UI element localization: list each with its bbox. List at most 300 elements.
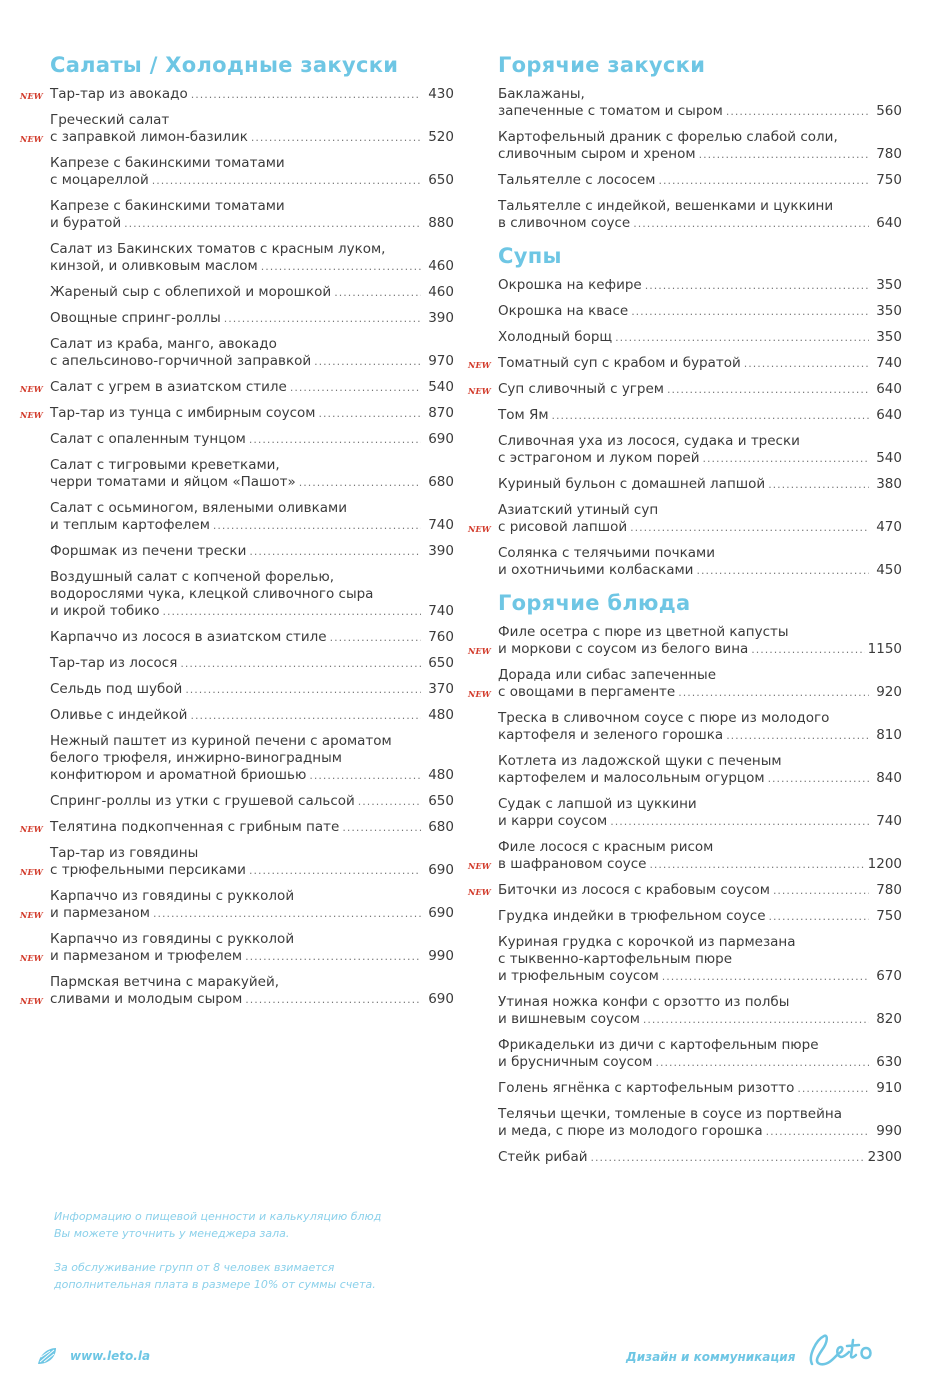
dish-name: Холодный борщ (498, 329, 613, 345)
dish-description-line: Дорада или сибас запеченные (498, 667, 717, 683)
dish-price: 750 (876, 908, 902, 924)
dot-leader (180, 655, 421, 672)
dish-price-row (50, 862, 454, 879)
dot-leader (290, 379, 421, 396)
dot-leader (766, 1123, 869, 1140)
dot-leader (662, 968, 869, 985)
menu-item (20, 543, 454, 560)
section-title: Горячие закуски (498, 53, 706, 77)
dish-price: 840 (876, 770, 902, 786)
menu-item (20, 569, 454, 620)
dot-leader (330, 629, 421, 646)
dish-price-row (50, 707, 454, 724)
dish-name: Жареный сыр с облепихой и морошкой (50, 284, 332, 300)
menu-item (20, 819, 454, 836)
dish-description-line: Судак с лапшой из цуккини (498, 796, 697, 812)
dot-leader (751, 641, 864, 658)
dish-price-row (498, 1054, 902, 1071)
new-badge: NEW (468, 360, 491, 370)
dot-leader (190, 707, 421, 724)
new-badge: NEW (468, 689, 491, 699)
dot-leader (224, 310, 421, 327)
menu-item (468, 1106, 902, 1140)
dish-name: в шафрановом соусе (498, 856, 647, 872)
dish-name: и теплым картофелем (50, 517, 210, 533)
menu-item (20, 845, 454, 879)
new-badge: NEW (20, 134, 43, 144)
dish-price-row (498, 329, 902, 346)
dish-description-line: Сливочная уха из лосося, судака и трески (498, 433, 800, 449)
dish-price-row (498, 1123, 902, 1140)
dish-name: Карпаччо из лосося в азиатском стиле (50, 629, 327, 645)
new-badge: NEW (20, 410, 43, 420)
dot-leader (797, 1080, 869, 1097)
menu-item (20, 379, 454, 396)
dish-price-row (50, 629, 454, 646)
dot-leader (245, 948, 421, 965)
dish-name: Сельдь под шубой (50, 681, 183, 697)
menu-item (468, 545, 902, 579)
dish-price-row (498, 968, 902, 985)
dot-leader (655, 1054, 869, 1071)
dot-leader (314, 353, 421, 370)
dish-description-line: белого трюфеля, инжирно-виноградным (50, 750, 342, 766)
dish-description-line: Капрезе с бакинскими томатами (50, 155, 285, 171)
dish-name: запеченные с томатом и сыром (498, 103, 723, 119)
dish-name: Тар-тар из лосося (50, 655, 178, 671)
dish-price: 820 (876, 1011, 902, 1027)
info-notes (54, 1208, 434, 1310)
dish-price-row (498, 146, 902, 163)
dot-leader (358, 793, 421, 810)
dot-leader (649, 856, 864, 873)
dish-name: Тар-тар из тунца с имбирным соусом (50, 405, 316, 421)
menu-item (20, 655, 454, 672)
new-badge: NEW (20, 953, 43, 963)
dish-price-row (498, 1011, 902, 1028)
right-column (468, 50, 902, 1175)
dish-price-row (50, 86, 454, 103)
dish-description-line: Воздушный салат с копченой форелью, (50, 569, 334, 585)
dish-price: 780 (876, 146, 902, 162)
menu-item (468, 355, 902, 372)
dish-description-line: Салат из краба, манго, авокадо (50, 336, 277, 352)
dish-price: 480 (428, 707, 454, 723)
menu-item (20, 457, 454, 491)
menu-item (468, 329, 902, 346)
menu-item (468, 381, 902, 398)
dish-price-row (50, 767, 454, 784)
dot-leader (249, 862, 421, 879)
menu-item (468, 1149, 902, 1166)
menu-item (20, 431, 454, 448)
dish-price: 2300 (867, 1149, 902, 1165)
dish-price-row (498, 1080, 902, 1097)
dish-price: 640 (876, 381, 902, 397)
menu-item (20, 793, 454, 810)
new-badge: NEW (20, 996, 43, 1006)
menu-item (468, 994, 902, 1028)
dish-description-line: Греческий салат (50, 112, 170, 128)
dish-price: 470 (876, 519, 902, 535)
dish-price-row (498, 215, 902, 232)
dish-description-line: Куриная грудка с корочкой из пармезана (498, 934, 796, 950)
dish-price: 810 (876, 727, 902, 743)
menu-item (20, 500, 454, 534)
menu-item (468, 667, 902, 701)
dish-price-row (498, 476, 902, 493)
dish-name: Салат с опаленным тунцом (50, 431, 246, 447)
dish-name: и буратой (50, 215, 122, 231)
dish-name: Спринг-роллы из утки с грушевой сальсой (50, 793, 355, 809)
dish-name: Тар-тар из авокадо (50, 86, 188, 102)
dish-price-row (50, 172, 454, 189)
dish-price-row (498, 355, 902, 372)
menu-item (468, 86, 902, 120)
dish-price-row (498, 450, 902, 467)
dish-name: кинзой, и оливковым маслом (50, 258, 258, 274)
dish-price: 450 (876, 562, 902, 578)
dot-leader (152, 172, 421, 189)
dish-description-line: Котлета из ладожской щуки с печеным (498, 753, 782, 769)
section-hot-dishes (468, 588, 902, 1166)
dish-description-line: Пармская ветчина с маракуйей, (50, 974, 280, 990)
dot-leader (552, 407, 869, 424)
dish-description-line: Картофельный драник с форелью слабой соли, (498, 129, 838, 145)
dish-description-line: Карпаччо из говядины с рукколой (50, 888, 295, 904)
dot-leader (643, 1011, 869, 1028)
dish-name: сливочным сыром и хреном (498, 146, 696, 162)
dish-name: Окрошка на квасе (498, 303, 629, 319)
dot-leader (633, 215, 869, 232)
dish-price: 540 (428, 379, 454, 395)
dish-price-row (498, 813, 902, 830)
dish-name: с трюфельными персиками (50, 862, 246, 878)
dish-price-row (50, 405, 454, 422)
dish-price: 640 (876, 215, 902, 231)
dish-price: 370 (428, 681, 454, 697)
menu-item (468, 433, 902, 467)
dot-leader (769, 908, 869, 925)
menu-item (20, 888, 454, 922)
menu-item (20, 86, 454, 103)
menu-item (468, 624, 902, 658)
menu-item (468, 129, 902, 163)
section-soups (468, 241, 902, 579)
menu-list (468, 624, 902, 1166)
dot-leader (658, 172, 869, 189)
dish-price: 740 (876, 355, 902, 371)
menu-item (20, 198, 454, 232)
dish-price: 680 (428, 474, 454, 490)
dish-name: с заправкой лимон-базилик (50, 129, 248, 145)
dish-name: и пармезаном и трюфелем (50, 948, 243, 964)
dish-price-row (498, 381, 902, 398)
dish-price: 380 (876, 476, 902, 492)
new-badge: NEW (468, 646, 491, 656)
dish-price: 690 (428, 431, 454, 447)
dish-price-row (498, 882, 902, 899)
dish-price: 640 (876, 407, 902, 423)
dish-name: Салат с угрем в азиатском стиле (50, 379, 287, 395)
dish-price-row (50, 655, 454, 672)
dish-name: в сливочном соусе (498, 215, 631, 231)
dish-price: 680 (428, 819, 454, 835)
dish-price-row (50, 819, 454, 836)
dot-leader (726, 727, 869, 744)
dish-name: Форшмак из печени трески (50, 543, 247, 559)
dish-name: Оливье с индейкой (50, 707, 188, 723)
dish-name: Тальятелле с лососем (498, 172, 656, 188)
dish-description-line: с тыквенно-картофельным пюре (498, 951, 733, 967)
dish-name: и вишневым соусом (498, 1011, 640, 1027)
dish-price-row (50, 353, 454, 370)
menu-item (20, 681, 454, 698)
dish-price: 920 (876, 684, 902, 700)
dish-price-row (50, 284, 454, 301)
dish-name: и охотничьими колбасками (498, 562, 694, 578)
dot-leader (191, 86, 421, 103)
dish-name: конфитюром и ароматной бриошью (50, 767, 307, 783)
dish-price-row (498, 562, 902, 579)
dish-description-line: Филе лосося с красным рисом (498, 839, 714, 855)
menu-item (20, 155, 454, 189)
dish-price: 880 (428, 215, 454, 231)
dish-name: с эстрагоном и луком порей (498, 450, 700, 466)
dish-price: 430 (428, 86, 454, 102)
dot-leader (744, 355, 869, 372)
menu-item (20, 733, 454, 784)
dot-leader (124, 215, 421, 232)
dot-leader (261, 258, 421, 275)
dish-description-line: Утиная ножка конфи с орзотто из полбы (498, 994, 790, 1010)
dish-name: Куриный бульон с домашней лапшой (498, 476, 766, 492)
dish-price: 970 (428, 353, 454, 369)
new-badge: NEW (20, 910, 43, 920)
dish-price: 750 (876, 172, 902, 188)
leaf-logo-icon (36, 1346, 58, 1366)
dish-price-row (50, 681, 454, 698)
menu-item (20, 112, 454, 146)
dish-description-line: Баклажаны, (498, 86, 585, 102)
dish-name: картофелем и малосольным огурцом (498, 770, 765, 786)
dish-name: с рисовой лапшой (498, 519, 628, 535)
dish-price-row (498, 1149, 902, 1166)
menu-item (20, 336, 454, 370)
note-nutrition: Информацию о пищевой ценности и калькуляцию блюд Вы можете уточнить у менеджера зала. (54, 1210, 382, 1240)
dot-leader (702, 450, 869, 467)
dish-price: 540 (876, 450, 902, 466)
menu-item (468, 303, 902, 320)
dish-name: Томатный суп с крабом и буратой (498, 355, 741, 371)
design-credit: Дизайн и коммуникация (626, 1350, 796, 1364)
dish-name: и меда, с пюре из молодого горошка (498, 1123, 763, 1139)
menu-item (468, 1037, 902, 1071)
dish-description-line: Азиатский утиный суп (498, 502, 659, 518)
dish-price: 650 (428, 655, 454, 671)
menu-item (20, 405, 454, 422)
menu-list (20, 86, 454, 1008)
dish-price: 870 (428, 405, 454, 421)
dot-leader (610, 813, 869, 830)
dish-price-row (498, 727, 902, 744)
dish-description-line: Карпаччо из говядины с рукколой (50, 931, 295, 947)
dish-price-row (50, 474, 454, 491)
dish-price-row (50, 310, 454, 327)
menu-item (20, 974, 454, 1008)
dish-price-row (498, 641, 902, 658)
dish-description-line: Треска в сливочном соусе с пюре из молодого (498, 710, 830, 726)
menu-item (20, 707, 454, 724)
dish-price: 690 (428, 991, 454, 1007)
menu-item (20, 931, 454, 965)
dish-description-line: Салат с тигровыми креветками, (50, 457, 280, 473)
dish-price: 1150 (867, 641, 902, 657)
dish-price: 350 (876, 277, 902, 293)
menu-item (20, 284, 454, 301)
website-link[interactable]: www.leto.la (70, 1349, 151, 1363)
dot-leader (773, 882, 869, 899)
dish-price-row (50, 258, 454, 275)
footer-left (36, 1346, 150, 1366)
menu-item (468, 710, 902, 744)
new-badge: NEW (20, 91, 43, 101)
dish-price-row (498, 908, 902, 925)
dish-description-line: Тар-тар из говядины (50, 845, 199, 861)
dish-price: 780 (876, 882, 902, 898)
dish-name: с моцареллой (50, 172, 149, 188)
dish-price-row (50, 129, 454, 146)
dish-description-line: Салат из Бакинских томатов с красным луком, (50, 241, 386, 257)
new-badge: NEW (20, 384, 43, 394)
dish-price-row (50, 431, 454, 448)
menu-item (468, 277, 902, 294)
dish-name: Окрошка на кефире (498, 277, 642, 293)
dish-name: Голень ягнёнка с картофельным ризотто (498, 1080, 795, 1096)
menu-item (468, 502, 902, 536)
dish-price: 390 (428, 310, 454, 326)
dish-price: 390 (428, 543, 454, 559)
dot-leader (318, 405, 421, 422)
dish-description-line: водорослями чука, клецкой сливочного сыра (50, 586, 374, 602)
dish-description-line: Солянка с телячьими почками (498, 545, 716, 561)
dish-description-line: Салат с осьминогом, вялеными оливками (50, 500, 348, 516)
section-title: Салаты / Холодные закуски (50, 53, 399, 77)
dish-price: 910 (876, 1080, 902, 1096)
dot-leader (163, 603, 421, 620)
menu-list (468, 277, 902, 579)
dish-price-row (50, 948, 454, 965)
section-salads (20, 50, 454, 1008)
dish-price: 350 (876, 303, 902, 319)
dish-price-row (498, 172, 902, 189)
menu-item (20, 241, 454, 275)
dot-leader (249, 543, 421, 560)
left-column (20, 50, 454, 1017)
dish-price-row (498, 303, 902, 320)
dish-name: Грудка индейки в трюфельном соусе (498, 908, 766, 924)
dish-price-row (498, 103, 902, 120)
dish-description-line: Фрикадельки из дичи с картофельным пюре (498, 1037, 819, 1053)
dish-price: 990 (876, 1123, 902, 1139)
dish-name: Суп сливочный с угрем (498, 381, 664, 397)
dot-leader (245, 991, 421, 1008)
dish-price: 670 (876, 968, 902, 984)
dish-price-row (498, 770, 902, 787)
dot-leader (309, 767, 421, 784)
dish-name: и брусничным соусом (498, 1054, 653, 1070)
menu-item (468, 934, 902, 985)
dish-name: и икрой тобико (50, 603, 160, 619)
dish-price-row (50, 379, 454, 396)
dish-price: 520 (428, 129, 454, 145)
dish-price: 690 (428, 905, 454, 921)
dish-price: 560 (876, 103, 902, 119)
dish-description-line: Капрезе с бакинскими томатами (50, 198, 285, 214)
dot-leader (299, 474, 421, 491)
dish-description-line: Тальятелле с индейкой, вешенками и цуккини (498, 198, 834, 214)
leto-logo (806, 1330, 892, 1383)
menu-item (468, 1080, 902, 1097)
dish-price: 740 (428, 517, 454, 533)
leto-logo-icon (806, 1330, 892, 1374)
section-title: Горячие блюда (498, 591, 691, 615)
dish-price-row (498, 684, 902, 701)
dot-leader (249, 431, 421, 448)
dish-name: и трюфельным соусом (498, 968, 659, 984)
dot-leader (726, 103, 869, 120)
dish-price-row (498, 277, 902, 294)
dish-name: Овощные спринг-роллы (50, 310, 221, 326)
menu-item (468, 882, 902, 899)
menu-item (468, 839, 902, 873)
dish-name: и карри соусом (498, 813, 608, 829)
dot-leader (630, 519, 869, 536)
dot-leader (667, 381, 869, 398)
dish-price: 740 (428, 603, 454, 619)
dish-name: Телятина подкопченная с грибным пате (50, 819, 340, 835)
dish-name: Стейк рибай (498, 1149, 588, 1165)
dot-leader (699, 146, 869, 163)
dot-leader (591, 1149, 865, 1166)
new-badge: NEW (468, 887, 491, 897)
menu-item (20, 310, 454, 327)
menu-item (468, 908, 902, 925)
dish-price: 990 (428, 948, 454, 964)
menu-item (468, 407, 902, 424)
dot-leader (342, 819, 421, 836)
menu-item (468, 198, 902, 232)
dot-leader (768, 770, 869, 787)
dish-name: картофеля и зеленого горошка (498, 727, 724, 743)
dish-price: 690 (428, 862, 454, 878)
section-title: Супы (498, 244, 562, 268)
dot-leader (631, 303, 869, 320)
menu-item (468, 476, 902, 493)
dot-leader (768, 476, 869, 493)
dish-price-row (50, 215, 454, 232)
dot-leader (185, 681, 421, 698)
dish-name: Биточки из лосося с крабовым соусом (498, 882, 770, 898)
note-service-charge: За обслуживание групп от 8 человек взимается дополнительная плата в размере 10% от суммы счета. (54, 1261, 376, 1291)
dish-price: 460 (428, 258, 454, 274)
new-badge: NEW (20, 824, 43, 834)
section-hot-appetizers (468, 50, 902, 232)
dish-price-row (498, 407, 902, 424)
dish-price: 460 (428, 284, 454, 300)
dish-name: и моркови с соусом из белого вина (498, 641, 749, 657)
dot-leader (615, 329, 869, 346)
